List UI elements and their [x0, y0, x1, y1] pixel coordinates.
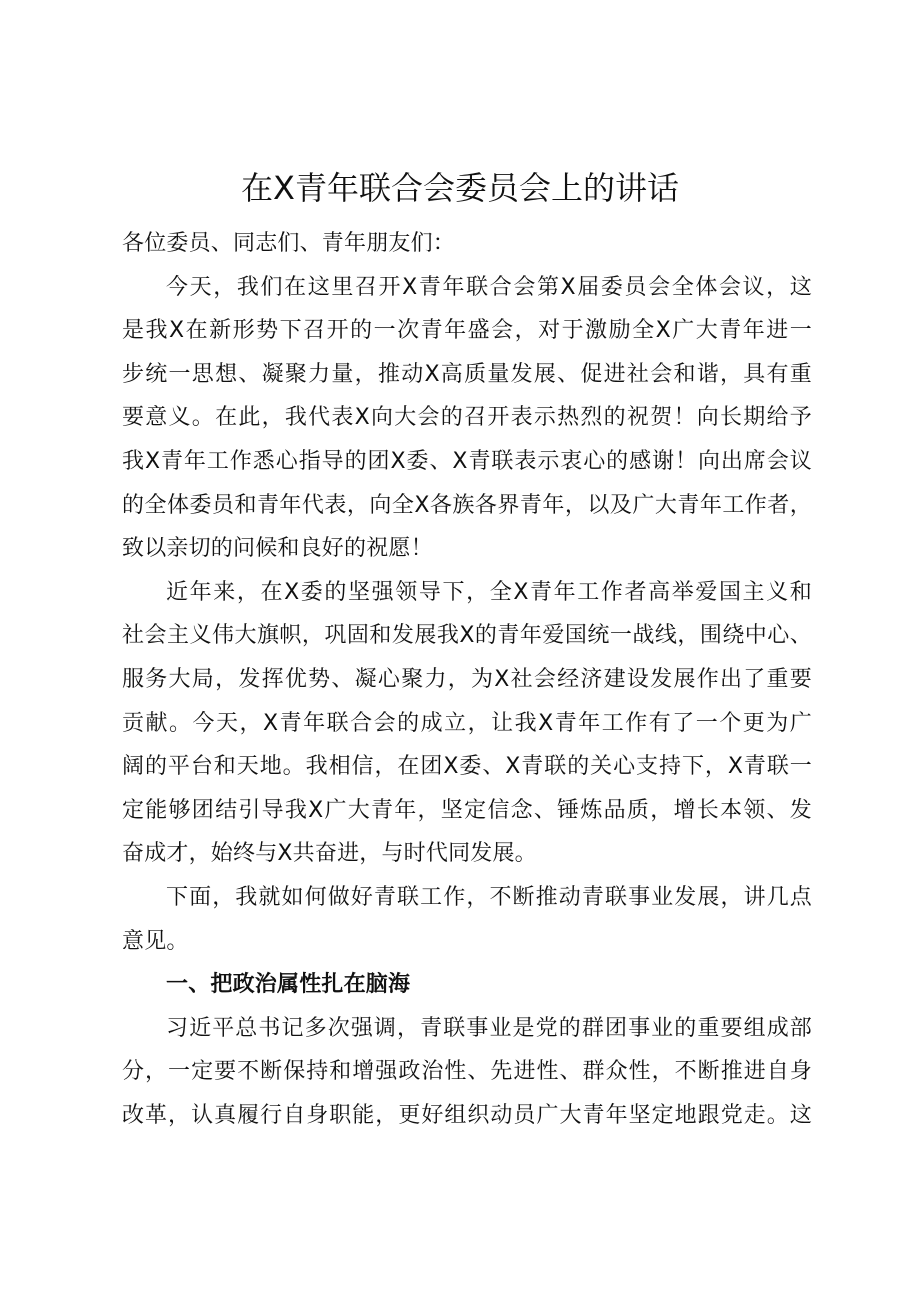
paragraph-line: 近年来，在X委的坚强领导下，全X青年工作者高举爱国主义和 [166, 579, 812, 605]
paragraph-line: 各位委员、同志们、青年朋友们： [122, 231, 456, 256]
paragraph-line: 分，一定要不断保持和增强政治性、先进性、群众性，不断推进自身 [122, 1059, 812, 1085]
paragraph-line: 阔的平台和天地。我相信，在团X委、X青联的关心支持下，X青联一 [122, 754, 812, 780]
paragraph-line: 是我X在新形势下召开的一次青年盛会，对于激励全X广大青年进一 [122, 318, 812, 344]
paragraph-line: 的全体委员和青年代表，向全X各族各界青年，以及广大青年工作者， [122, 492, 812, 518]
document-title: 在X青年联合会委员会上的讲话 [241, 169, 679, 207]
paragraph-line: 习近平总书记多次强调，青联事业是党的群团事业的重要组成部 [166, 1015, 812, 1041]
paragraph-line: 我X青年工作悉心指导的团X委、X青联表示衷心的感谢！向出席会议 [122, 448, 812, 474]
document-body [122, 222, 812, 1137]
paragraph-line: 社会主义伟大旗帜，巩固和发展我X的青年爱国统一战线，围绕中心、 [122, 623, 812, 649]
paragraph-line: 致以亲切的问候和良好的祝愿！ [122, 536, 433, 562]
paragraph-line: 服务大局，发挥优势、凝心聚力，为X社会经济建设发展作出了重要 [122, 666, 812, 692]
paragraph-line: 定能够团结引导我X广大青年，坚定信念、锤炼品质，增长本领、发 [122, 797, 812, 823]
paragraph-line: 贡献。今天，X青年联合会的成立，让我X青年工作有了一个更为广 [122, 710, 812, 736]
paragraph-line: 步统一思想、凝聚力量，推动X高质量发展、促进社会和谐，具有重 [122, 361, 812, 387]
section-heading: 一、把政治属性扎在脑海 [166, 972, 411, 998]
paragraph-line: 奋成才，始终与X共奋进，与时代同发展。 [122, 841, 537, 867]
paragraph-line: 意见。 [122, 928, 189, 954]
paragraph-line: 今天，我们在这里召开X青年联合会第X届委员会全体会议，这 [166, 274, 812, 300]
paragraph-line: 要意义。在此，我代表X向大会的召开表示热烈的祝贺！向长期给予 [122, 405, 812, 431]
paragraph-line: 改革，认真履行自身职能，更好组织动员广大青年坚定地跟党走。这 [122, 1102, 812, 1128]
paragraph-line: 下面，我就如何做好青联工作，不断推动青联事业发展，讲几点 [166, 884, 812, 910]
